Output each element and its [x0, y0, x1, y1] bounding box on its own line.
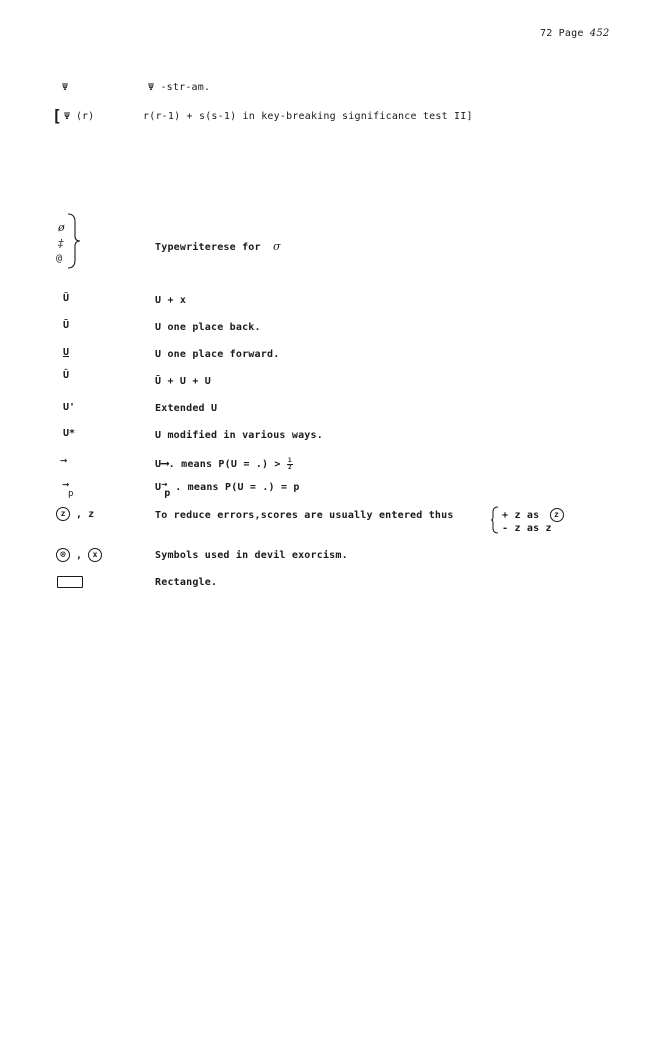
- arrow-p-text-sub: p: [164, 488, 171, 499]
- u-tilde-symbol: Ũ: [63, 293, 70, 304]
- u-bar-symbol: Ū: [63, 320, 70, 331]
- psi-stream-text: Ψ -str‐am.: [148, 82, 211, 93]
- scores-line-2: - z as z: [502, 523, 552, 534]
- circled-z-icon: z: [56, 507, 70, 521]
- arrow-text: [155, 456, 293, 471]
- circled-dot-icon: ⊙: [56, 548, 70, 562]
- page-label: 72 Page: [540, 28, 584, 39]
- psi-r-symbol: Ψ (r): [64, 111, 95, 122]
- sigma-symbol: σ: [272, 240, 281, 253]
- u-star-text: U modified in various ways.: [155, 430, 323, 441]
- slashed-zero-symbol: ø: [58, 221, 65, 234]
- u-underline-text: U one place forward.: [155, 349, 280, 360]
- u-hat-symbol: Û: [63, 370, 70, 381]
- plain-z-symbol: , z: [76, 509, 95, 520]
- typewriterese-label: Typewriterese for: [155, 242, 261, 253]
- fraction-half: [287, 458, 293, 471]
- devil-sep: ,: [76, 550, 83, 561]
- u-prime-text: Extended U: [155, 403, 218, 414]
- curly-brace-icon: [66, 212, 82, 270]
- fraction-numerator: 1: [287, 456, 292, 464]
- arrow-p-text-prefix: U: [155, 482, 162, 493]
- page-header: [540, 28, 609, 39]
- psi-r-text: r(r-1) + s(s-1) in key-breaking significance test II]: [143, 111, 473, 122]
- fraction-denominator: 2: [287, 463, 292, 471]
- scores-text: To reduce errors,scores are usually entered thus: [155, 510, 454, 521]
- u-tilde-text: U + x: [155, 295, 187, 306]
- rectangle-text: Rectangle.: [155, 577, 218, 588]
- u-prime-symbol: U': [63, 402, 76, 413]
- arrow-text-prefix: U: [155, 459, 162, 470]
- open-bracket: [: [52, 106, 62, 125]
- double-dagger-symbol: ‡: [58, 237, 64, 250]
- scores-line-1: [502, 508, 564, 522]
- at-symbol: @: [56, 253, 63, 264]
- psi-symbol: Ψ: [62, 82, 69, 93]
- scores-line-1-text: + z as: [502, 510, 540, 521]
- arrow-symbol: →: [60, 453, 68, 467]
- u-hat-text: Ū + U + U: [155, 376, 211, 387]
- scores-brace-icon: [490, 505, 500, 535]
- arrow-text-arrow: ⟶: [161, 456, 169, 470]
- devil-symbols: [56, 548, 102, 562]
- u-star-symbol: U*: [63, 428, 76, 439]
- arrow-p-text-arrow-group: [161, 479, 175, 499]
- arrow-text-rest: . means P(U = .) >: [168, 459, 281, 470]
- arrow-p-text: [155, 479, 300, 499]
- circled-x-icon: x: [88, 548, 102, 562]
- arrow-p-text-arrow: →: [161, 479, 168, 490]
- u-underline-symbol: U: [63, 347, 70, 358]
- arrow-p-arrow: →: [62, 477, 70, 491]
- page-number-handwritten: 452: [589, 28, 610, 39]
- arrow-p-sub: p: [68, 489, 74, 499]
- typewriterese-text: [155, 240, 281, 253]
- scores-symbol: [56, 507, 94, 521]
- u-bar-text: U one place back.: [155, 322, 261, 333]
- scores-circled-z-icon: z: [550, 508, 564, 522]
- devil-text: Symbols used in devil exorcism.: [155, 550, 348, 561]
- rectangle-icon: [57, 576, 83, 588]
- arrow-p-text-rest: . means P(U = .) = p: [175, 482, 300, 493]
- arrow-p-symbol: [62, 477, 74, 499]
